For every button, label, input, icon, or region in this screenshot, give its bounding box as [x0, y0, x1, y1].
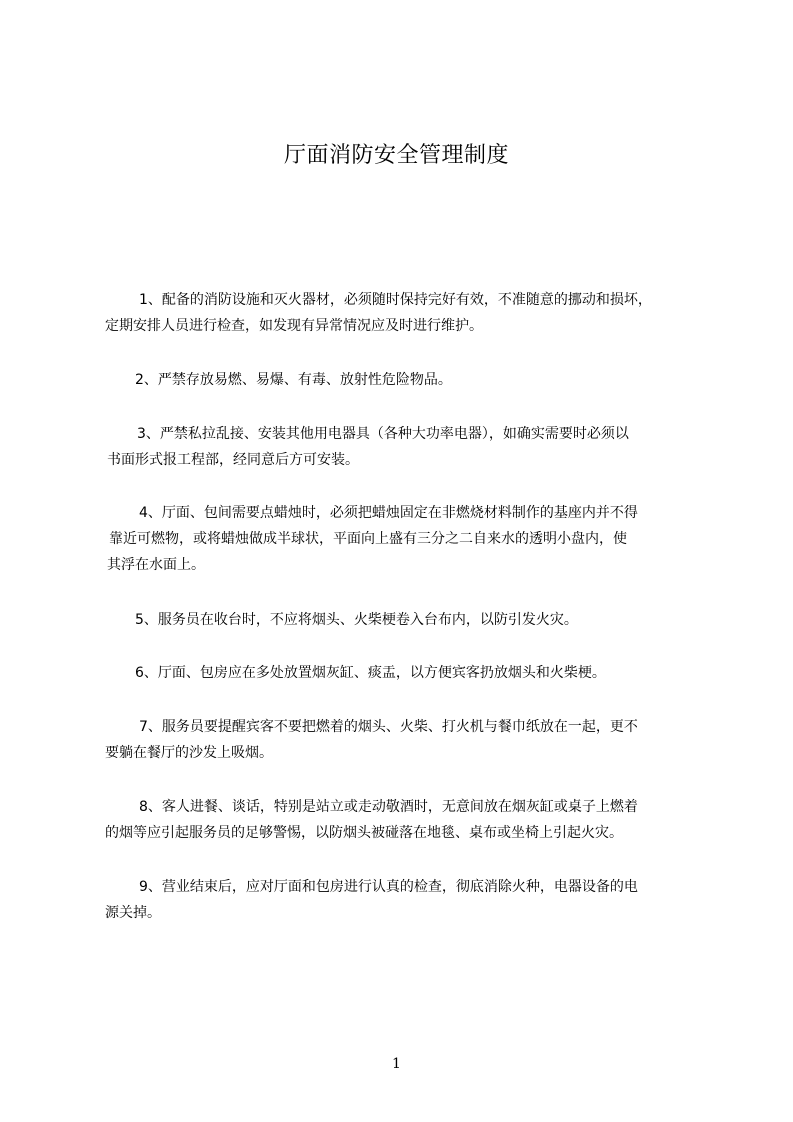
paragraph-5	[105, 607, 725, 633]
paragraph-4-line-2: 靠近可燃物，或将蜡烛做成半球状，平面向上盛有三分之二自来水的透明小盘内，使	[109, 531, 627, 547]
page-number: 1	[392, 1056, 401, 1072]
paragraph-3-line-1: 3、严禁私拉乱接、安装其他用电器具（各种大功率电器），如确实需要时必须以	[137, 426, 629, 442]
paragraph-8-line-1: 8、客人进餐、谈话，特别是站立或走动敬酒时，无意间放在烟灰缸或桌子上燃着	[139, 799, 638, 815]
paragraph-9-line-2: 源关掉。	[105, 905, 161, 921]
paragraph-6	[105, 660, 725, 686]
paragraph-4-line-3: 其浮在水面上。	[107, 557, 205, 573]
paragraph-1-line-1: 1、配备的消防设施和灭火器材，必须随时保持完好有效，不准随意的挪动和损坏，	[139, 292, 652, 308]
paragraph-2-line-1: 2、严禁存放易燃、易爆、有毒、放射性危险物品。	[135, 372, 452, 388]
paragraph-8	[105, 794, 725, 846]
paragraph-1-line-2: 定期安排人员进行检查，如发现有异常情况应及时进行维护。	[105, 318, 483, 334]
paragraph-7-line-2: 要躺在餐厅的沙发上吸烟。	[105, 745, 273, 761]
document-title: 厅面消防安全管理制度	[283, 143, 509, 168]
paragraph-9	[105, 874, 725, 926]
paragraph-8-line-2: 的烟等应引起服务员的足够警惕，以防烟头被碰落在地毯、桌布或坐椅上引起火灾。	[105, 825, 623, 841]
paragraph-3-line-2: 书面形式报工程部，经同意后方可安装。	[107, 452, 359, 468]
paragraph-4	[105, 500, 725, 578]
paragraph-5-line-1: 5、服务员在收台时，不应将烟头、火柴梗卷入台布内，以防引发火灾。	[135, 612, 578, 628]
paragraph-4-line-1: 4、厅面、包间需要点蜡烛时，必须把蜡烛固定在非燃烧材料制作的基座内并不得	[139, 505, 638, 521]
paragraph-2	[105, 367, 725, 393]
paragraph-6-line-1: 6、厅面、包房应在多处放置烟灰缸、痰盂，以方便宾客扔放烟头和火柴梗。	[135, 665, 606, 681]
paragraph-7-line-1: 7、服务员要提醒宾客不要把燃着的烟头、火柴、打火机与餐巾纸放在一起，更不	[139, 719, 638, 735]
paragraph-3	[105, 421, 725, 473]
paragraph-9-line-1: 9、营业结束后，应对厅面和包房进行认真的检查，彻底消除火种，电器设备的电	[139, 879, 638, 895]
paragraph-1	[105, 287, 725, 339]
paragraph-7	[105, 714, 725, 766]
